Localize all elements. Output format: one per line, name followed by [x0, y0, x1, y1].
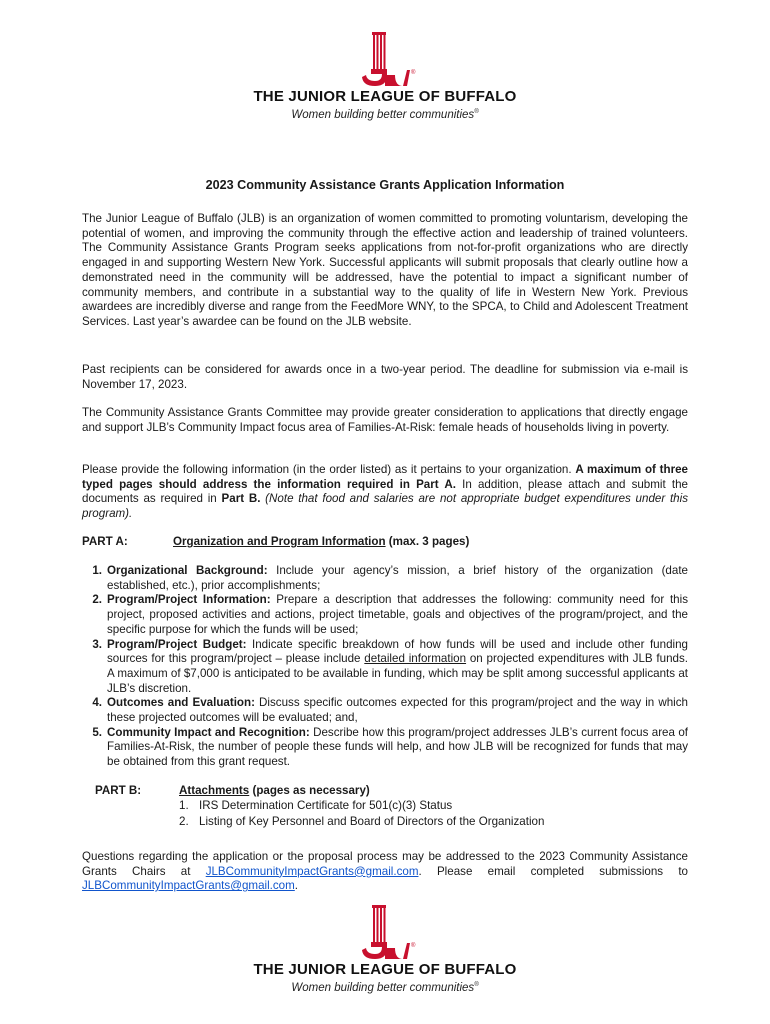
tagline: Women building better communities®: [291, 981, 479, 994]
list-item: 1. Organizational Background: Include your agency’s mission, a brief history of the organization (date established, etc.), prior accomplishments;: [92, 564, 688, 592]
page-title: 2023 Community Assistance Grants Application Information: [205, 178, 565, 192]
jlb-logo-icon: [345, 903, 425, 961]
footer-logo: [0, 903, 770, 995]
questions-paragraph: Questions regarding the application or the proposal process may be addressed to the 2023 Community Assistance Grants Chairs at JLBCommunityImpactGrants@gmail.com. Please email completed submissions to JLBCommunityImpactGrants@gmail.com.: [82, 850, 688, 893]
list-item: 3. Program/Project Budget: Indicate specific breakdown of how funds will be used and include other funding sources for this program/project – please include detailed information on projected expenditures with JLB funds. A maximum of $7,000 is anticipated to be available in funding, which may be split among successful applicants at JLB’s discretion.: [92, 637, 688, 695]
part-a-heading: PART A: Organization and Program Information (max. 3 pages): [82, 535, 470, 548]
committee-paragraph: The Community Assistance Grants Committee may provide greater consideration to applications that directly engage and support JLB’s Community Impact focus area of Families-At-Risk: female heads of households living in poverty.: [82, 406, 688, 434]
instructions-paragraph: Please provide the following information (in the order listed) as it pertains to your organization. A maximum of three typed pages should address the information required in Part A. In addition, please attach and submit the documents as required in Part B. (Note that food and salaries are not appropriate budget expenditures under this program).: [82, 463, 689, 521]
list-item: 5. Community Impact and Recognition: Describe how this program/project addresses JLB’s current focus area of Families-At-Risk, the number of people these funds will help, and how JLB will be recognized for funds that may be obtained from this grant request.: [92, 725, 688, 769]
part-a-list: [82, 564, 688, 770]
org-name: THE JUNIOR LEAGUE OF BUFFALO: [253, 88, 517, 105]
list-item: 2. Program/Project Information: Prepare a description that addresses the following: community need for this project, proposed activities and actions, project timetable, goals and objectives of the program/project, and the specific purpose for which the funds will be used;: [92, 593, 689, 636]
list-item: 1. IRS Determination Certificate for 501(c)(3) Status: [179, 798, 453, 812]
svg-text:®: ®: [411, 943, 416, 949]
jlb-logo-icon: [345, 30, 425, 88]
part-b-section: PART B: Attachments (pages as necessary) 1. IRS Determination Certificate for 501(c)(3) Status 2. Listing of Key Personnel and Board of Directors of the Organization: [95, 784, 545, 829]
email-link[interactable]: JLBCommunityImpactGrants@gmail.com: [82, 879, 295, 893]
list-item: 2. Listing of Key Personnel and Board of Directors of the Organization: [179, 815, 545, 829]
recipients-paragraph: Past recipients can be considered for awards once in a two-year period. The deadline for submission via e-mail is November 17, 2023.: [82, 363, 688, 391]
list-item: 4. Outcomes and Evaluation: Discuss specific outcomes expected for this program/project and the way in which these projected outcomes will be evaluated; and,: [92, 696, 688, 725]
intro-paragraph: The Junior League of Buffalo (JLB) is an organization of women committed to promoting voluntarism, developing the potential of women, and improving the community through the effective action and leadership of trained volunteers. The Community Assistance Grants Program seeks applications from not-for-profit organizations who are directly engaged in and supporting Western New York. Successful applicants will submit proposals that clearly outline how a demonstrated need in the community will be addressed, have the potential to impact a significant number of community members, and contribute in a substantial way to the quality of life in Western New York. Previous awardees are incredibly diverse and range from the FeedMore WNY, to the SPCA, to Child and Adolescent Treatment Services. Last year’s awardee can be found on the JLB website.: [82, 212, 688, 328]
org-name: THE JUNIOR LEAGUE OF BUFFALO: [253, 961, 517, 978]
svg-text:®: ®: [411, 70, 416, 76]
email-link[interactable]: JLBCommunityImpactGrants@gmail.com: [205, 864, 419, 878]
tagline: Women building better communities®: [291, 108, 479, 121]
header-logo: [0, 30, 770, 122]
